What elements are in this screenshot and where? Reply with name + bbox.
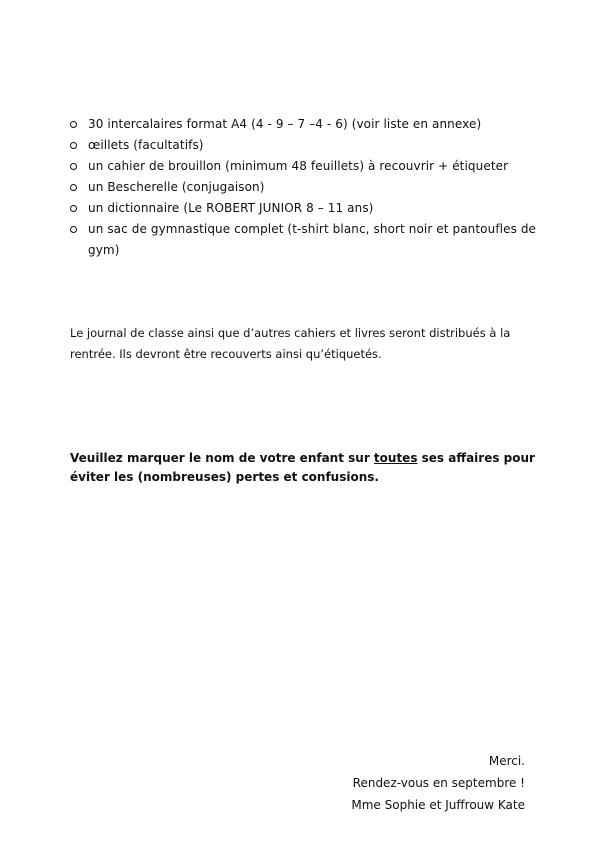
supplies-list — [70, 114, 540, 261]
circle-bullet-icon — [70, 163, 77, 170]
notice-paragraph — [70, 449, 540, 487]
list-item-text: 30 intercalaires format A4 (4 - 9 – 7 –4 - 6) (voir liste en annexe) — [88, 117, 482, 131]
circle-bullet-icon — [70, 205, 77, 212]
notice-text-before: Veuillez marquer le nom de votre enfant sur — [70, 451, 374, 465]
circle-bullet-icon — [70, 226, 77, 233]
circle-bullet-icon — [70, 121, 77, 128]
closing-thanks: Merci. — [488, 754, 525, 768]
list-item-text: un Bescherelle (conjugaison) — [88, 180, 265, 194]
list-item-text: un cahier de brouillon (minimum 48 feuillets) à recouvrir + étiqueter — [88, 159, 509, 173]
list-item — [70, 156, 540, 177]
list-item — [70, 135, 540, 156]
list-item-text: un sac de gymnastique complet (t-shirt blanc, short noir et pantoufles de gym) — [88, 222, 537, 257]
circle-bullet-icon — [70, 184, 77, 191]
list-item — [70, 114, 540, 135]
list-item-text: un dictionnaire (Le ROBERT JUNIOR 8 – 11 ans) — [88, 201, 374, 215]
closing-signature: Mme Sophie et Juffrouw Kate — [351, 798, 525, 812]
list-item — [70, 177, 540, 198]
notice-emphasis: toutes — [373, 451, 418, 465]
closing-see-you: Rendez-vous en septembre ! — [352, 776, 525, 790]
info-paragraph: Le journal de classe ainsi que d’autres cahiers et livres seront distribués à la rentrée. Ils devront être recouverts ainsi qu’étiquetés. — [70, 326, 511, 361]
closing-block — [351, 750, 525, 816]
circle-bullet-icon — [70, 142, 77, 149]
notice-text-after: ses affaires pour éviter les (nombreuses) pertes et confusions. — [70, 451, 535, 484]
list-item — [70, 198, 540, 219]
list-item — [70, 219, 540, 261]
list-item-text: œillets (facultatifs) — [88, 138, 204, 152]
